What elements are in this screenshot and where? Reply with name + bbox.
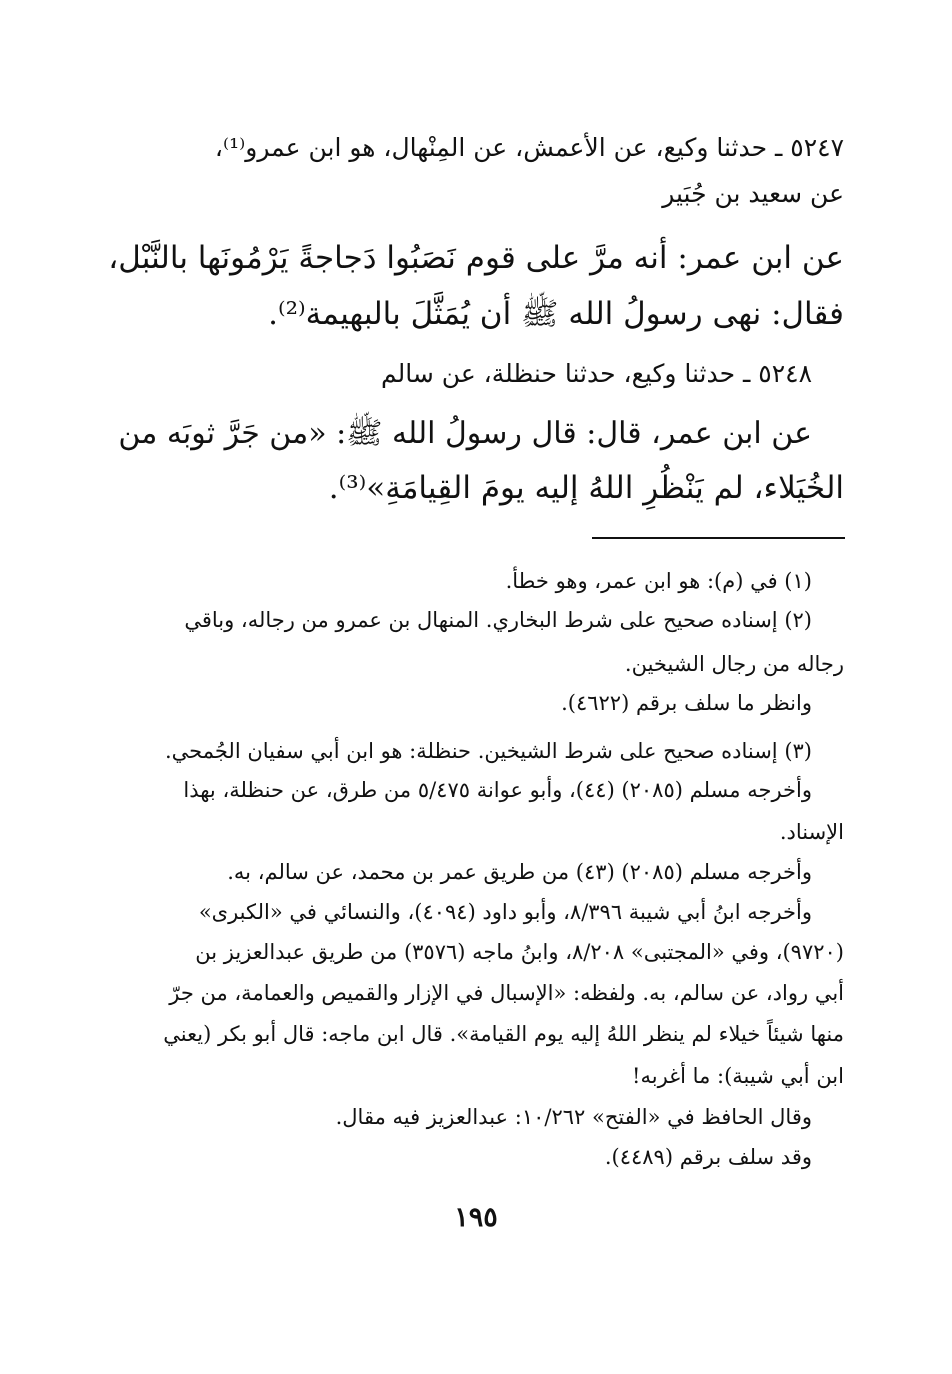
hadith-5248-isnad-line-1: ٥٢٤٨ ـ حدثنا وكيع، حدثنا حنظلة، عن سالم xyxy=(381,359,812,388)
page-number: ١٩٥ xyxy=(454,1202,498,1233)
hadith-5247-matn-line-1: عن ابن عمر: أنه مرَّ على قوم نَصَبُوا دَجاجةً يَرْمُونَها بالنَّبْل، xyxy=(108,240,844,276)
footnote-2-line-3: وانظر ما سلف برقم (٤٦٢٢). xyxy=(561,691,812,715)
footnote-3-line-7: أبي رواد، عن سالم، به. ولفظه: «الإسبال في الإزار والقميص والعمامة، من جرّ xyxy=(169,981,844,1005)
footnote-3-line-9: ابن أبي شيبة): ما أغربه! xyxy=(632,1064,844,1088)
hadith-5248-matn-line-2: الخُيَلاء، لم يَنْظُرِ اللهُ إليه يومَ القِيامَةِ»⁽³⁾. xyxy=(328,470,844,506)
footnote-3-line-11: وقد سلف برقم (٤٤٨٩). xyxy=(604,1145,812,1169)
hadith-5248-matn-line-1: عن ابن عمر، قال: قال رسولُ الله ﷺ: «من جَرَّ ثوبَه من xyxy=(118,416,812,451)
footnote-3-line-10: وقال الحافظ في «الفتح» ١٠/٢٦٢: عبدالعزيز فيه مقال. xyxy=(335,1105,812,1129)
footnote-3-line-5: وأخرجه ابنُ أبي شيبة ٨/٣٩٦، وأبو داود (٤٠٩٤)، والنسائي في «الكبرى» xyxy=(198,900,812,924)
hadith-5247-isnad-line-2: عن سعيد بن جُبَير xyxy=(662,179,844,208)
hadith-5247-isnad-line-1: ٥٢٤٧ ـ حدثنا وكيع، عن الأعمش، عن المِنْهال، هو ابن عمرو⁽¹⁾، xyxy=(214,133,844,162)
hadith-5247-matn-line-2: فقال: نهى رسولُ الله ﷺ أن يُمَثَّلَ بالبهيمة⁽²⁾. xyxy=(268,296,844,332)
footnote-3-line-8: منها شيئاً خيلاء لم ينظر اللهُ إليه يوم القيامة». قال ابن ماجه: قال أبو بكر (يعني xyxy=(163,1022,844,1046)
footnote-1: (١) في (م): هو ابن عمر، وهو خطأ. xyxy=(505,569,812,593)
footnote-2-line-1: (٢) إسناده صحيح على شرط البخاري. المنهال بن عمرو من رجاله، وباقي xyxy=(184,608,812,632)
footnote-3-line-6: (٩٧٢٠)، وفي «المجتبى» ٨/٢٠٨، وابنُ ماجه (٣٥٧٦) من طريق عبدالعزيز بن xyxy=(195,940,844,964)
footnote-2-line-2: رجاله من رجال الشيخين. xyxy=(624,652,844,676)
footnote-3-line-4: وأخرجه مسلم (٢٠٨٥) (٤٣) من طريق عمر بن محمد، عن سالم، به. xyxy=(227,860,812,884)
footnote-separator xyxy=(592,537,845,539)
footnote-3-line-2: وأخرجه مسلم (٢٠٨٥) (٤٤)، وأبو عوانة ٥/٤٧٥ من طرق، عن حنظلة، بهذا xyxy=(183,778,812,802)
footnote-3-line-3: الإسناد. xyxy=(779,820,844,844)
footnote-3-line-1: (٣) إسناده صحيح على شرط الشيخين. حنظلة: هو ابن أبي سفيان الجُمحي. xyxy=(165,739,812,763)
